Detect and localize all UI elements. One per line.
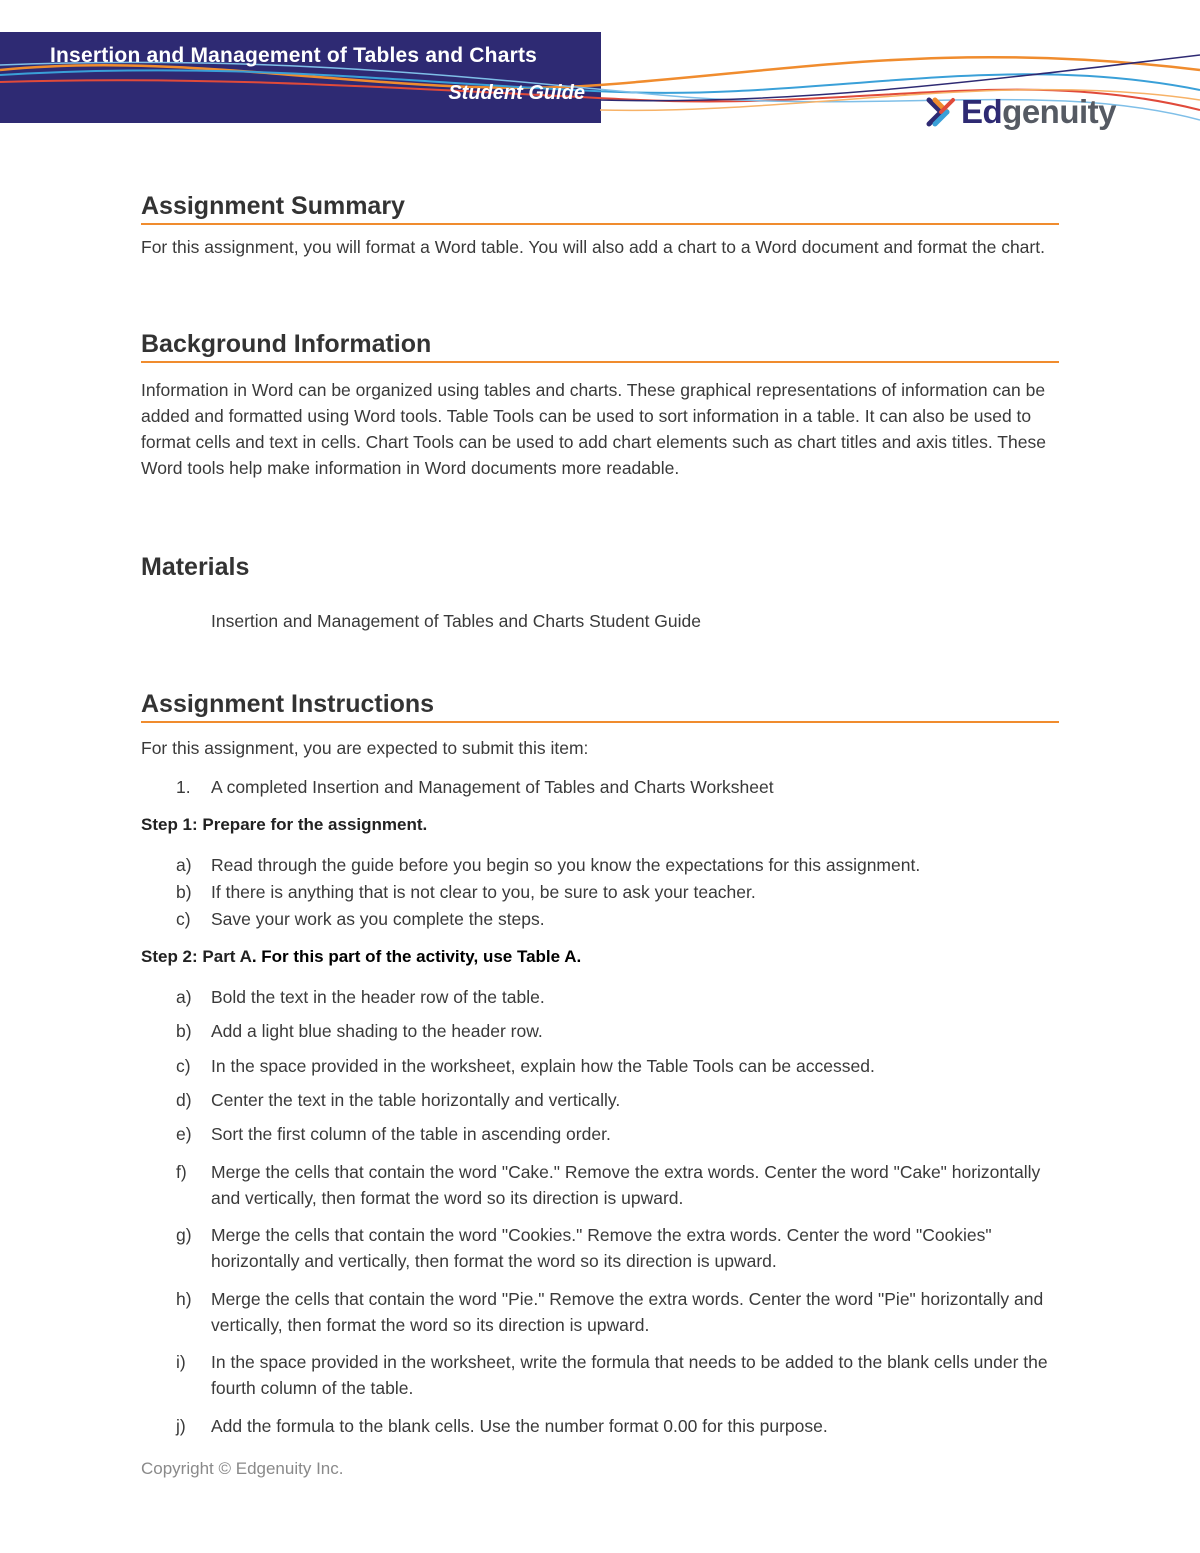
- section-heading: Assignment Instructions: [141, 690, 1059, 723]
- section-assignment-instructions: [141, 690, 1059, 723]
- list-item: Merge the cells that contain the word "Pie." Remove the extra words. Center the word "Pie" horizontally and vertically, then format the word so its direction is upward.: [211, 1289, 1044, 1335]
- section-assignment-summary: [141, 192, 1059, 260]
- list-item: Read through the guide before you begin so you know the expectations for this assignment.: [211, 855, 921, 875]
- edgenuity-x-icon: [925, 94, 961, 130]
- list-letter: g): [176, 1225, 192, 1245]
- list-item: A completed Insertion and Management of Tables and Charts Worksheet: [211, 777, 774, 797]
- copyright-footer: Copyright © Edgenuity Inc.: [141, 1459, 344, 1478]
- list-letter: h): [176, 1289, 192, 1309]
- section-heading: Background Information: [141, 330, 1059, 363]
- list-item: In the space provided in the worksheet, write the formula that needs to be added to the blank cells under the fourth column of the table.: [211, 1352, 1048, 1398]
- list-item: Add the formula to the blank cells. Use the number format 0.00 for this purpose.: [211, 1416, 828, 1436]
- list-item: Merge the cells that contain the word "Cake." Remove the extra words. Center the word "Cake" horizontally and vertically, then format the word so its direction is upward.: [211, 1162, 1041, 1208]
- step-2-label: Step 2: Part A. For this part of the activity, use Table A.: [141, 947, 582, 966]
- list-letter: i): [176, 1352, 186, 1372]
- document-subtitle: Student Guide: [448, 82, 585, 104]
- list-letter: a): [176, 987, 192, 1007]
- list-item: Merge the cells that contain the word "Cookies." Remove the extra words. Center the word "Cookies" horizontally and vertically, then format the word so its direction is upward.: [211, 1225, 992, 1271]
- section-heading: Materials: [141, 553, 250, 581]
- document-title: Insertion and Management of Tables and Charts: [50, 44, 538, 67]
- list-item: Sort the first column of the table in ascending order.: [211, 1124, 611, 1144]
- list-letter: d): [176, 1090, 192, 1110]
- section-heading: Assignment Summary: [141, 192, 1059, 225]
- section-materials: [141, 553, 1059, 584]
- list-letter: c): [176, 909, 191, 929]
- list-item: Save your work as you complete the steps.: [211, 909, 545, 929]
- list-letter: a): [176, 855, 192, 875]
- list-letter: f): [176, 1162, 187, 1182]
- background-body: Information in Word can be organized using tables and charts. These graphical representations of information can be added and formatted using Word tools. Table Tools can be used to sort information in a table. It can also be used to format cells and text in cells. Chart Tools can be used to add chart elements such as chart titles and axis titles. These Word tools help make information in Word documents more readable.: [141, 380, 1046, 478]
- instructions-intro: For this assignment, you are expected to submit this item:: [141, 738, 589, 758]
- edgenuity-logo: [925, 92, 1116, 132]
- list-letter: e): [176, 1124, 192, 1144]
- step-1-label: Step 1: Prepare for the assignment.: [141, 815, 428, 834]
- logo-text: Edgenuity: [961, 93, 1117, 130]
- list-letter: c): [176, 1056, 191, 1076]
- section-background-information: [141, 330, 1059, 481]
- list-item: If there is anything that is not clear to you, be sure to ask your teacher.: [211, 882, 756, 902]
- list-item: Bold the text in the header row of the table.: [211, 987, 545, 1007]
- list-item: Add a light blue shading to the header row.: [211, 1021, 543, 1041]
- list-item: Center the text in the table horizontally and vertically.: [211, 1090, 621, 1110]
- list-letter: b): [176, 1021, 192, 1041]
- list-letter: b): [176, 882, 192, 902]
- list-number: 1.: [176, 777, 191, 797]
- materials-item: Insertion and Management of Tables and Charts Student Guide: [211, 611, 701, 631]
- list-item: In the space provided in the worksheet, explain how the Table Tools can be accessed.: [211, 1056, 875, 1076]
- summary-body: For this assignment, you will format a Word table. You will also add a chart to a Word document and format the chart.: [141, 237, 1045, 257]
- list-letter: j): [176, 1416, 186, 1436]
